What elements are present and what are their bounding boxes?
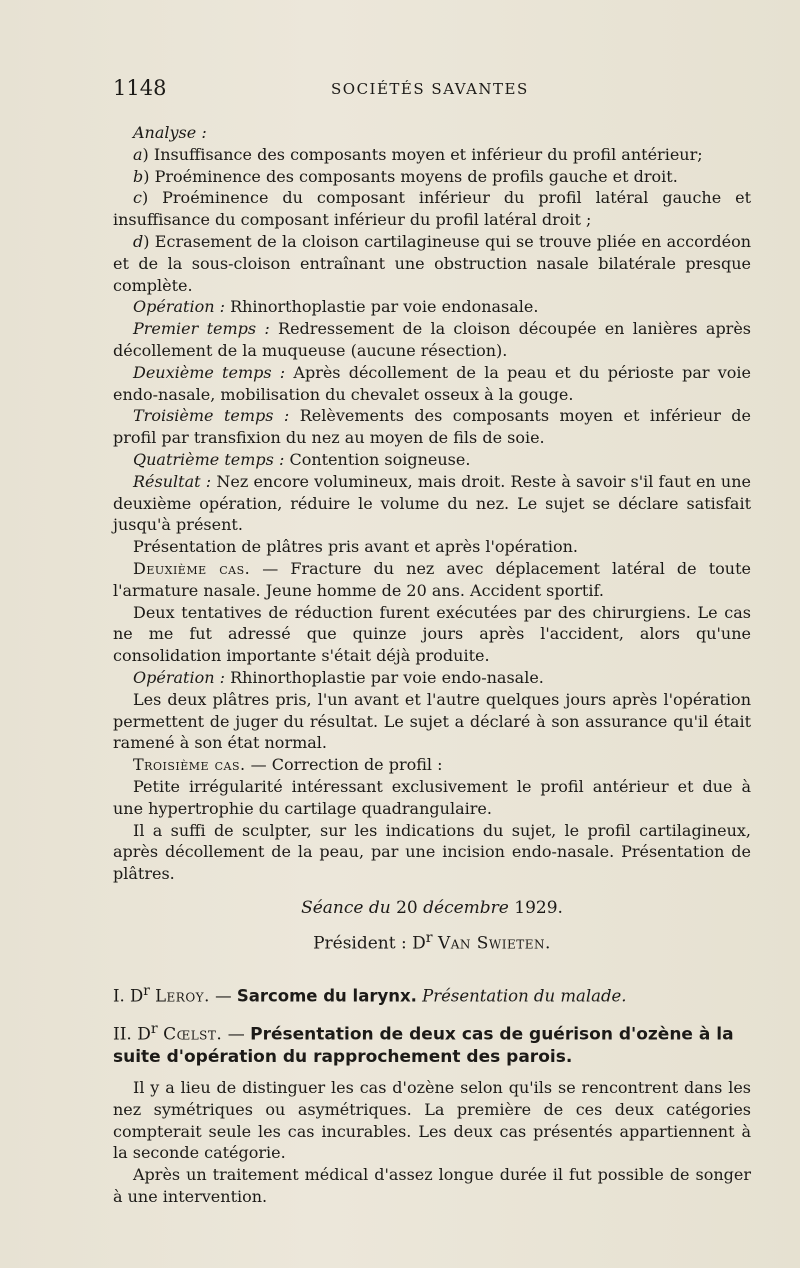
platres-paragraph: Présentation de plâtres pris avant et après l'opération. [133, 537, 578, 557]
troisieme-temps-paragraph: Troisième temps : Relèvements des composants moyen et inférieur de profil par transfixion du nez au moyen de fils de soie. [113, 406, 752, 448]
analyse-item-b: b) Proéminence des composants moyens de profils gauche et droit. [133, 166, 678, 186]
troisieme-cas-text: Petite irrégularité intéressant exclusivement le profil antérieur et due à une hypertrophie du cartilage quadrangulaire. [113, 776, 751, 818]
deuxieme-cas-text: Deux tentatives de réduction furent exécutées par des chirurgiens. Le cas ne me fut adressé que quinze jours après l'accident, alors qu'une consolidation importante s'était déjà produite. [113, 602, 751, 666]
premier-temps-paragraph: Premier temps : Redressement de la cloison découpée en lanières après décollement de la muqueuse (aucune résection). [113, 319, 752, 360]
analyse-item-a: a) Insuffisance des composants moyen et inférieur du profil antérieur; [133, 144, 703, 164]
communication-1: I. $D^r$ Leroy. — Sarcome du larynx. Présentation du malade. [113, 983, 627, 1006]
seance-heading: Séance du 20 décembre 1929. [301, 898, 563, 918]
deuxieme-temps-paragraph: Deuxième temps : Après décollement de la peau et du périoste par voie endo-nasale, mobilisation du chevalet osseux à la gouge. [113, 362, 752, 404]
running-title: SOCIÉTÉS SAVANTES [331, 80, 529, 98]
deuxieme-cas-result: Les deux plâtres pris, l'un avant et l'autre quelques jours après l'opération permettent de juger du résultat. Le sujet a déclaré à son assurance qu'il était ramené à son état normal. [113, 689, 751, 753]
page-header [113, 76, 733, 106]
main-text [113, 122, 751, 885]
communication-2: II. $D^r$ Cœlst. — Présentation de deux cas de guérison d'ozène à la suite d'opération du rapprochement des parois. [113, 1021, 734, 1067]
ozene-paragraph-2: Après un traitement médical d'assez longue durée il fut possible de songer à une intervention. [113, 1165, 751, 1206]
ozene-text [113, 1077, 751, 1208]
analyse-item-c: c) Proéminence du composant inférieur du profil latéral gauche et insuffisance du composant inférieur du profil latéral droit ; [113, 188, 751, 230]
resultat-paragraph: Résultat : Nez encore volumineux, mais droit. Reste à savoir s'il faut en une deuxième opération, réduire le volume du nez. Le sujet se déclare satisfait jusqu'à présent. [113, 471, 752, 535]
operation-paragraph: Opération : Rhinorthoplastie par voie endonasale. [133, 297, 539, 317]
ozene-paragraph-1: Il y a lieu de distinguer les cas d'ozène selon qu'ils se rencontrent dans les nez symétriques ou asymétriques. La première de ces deux catégories compterait seule les cas incurables. Les deux cas présentés appartiennent à la seconde catégorie. [113, 1078, 751, 1163]
deuxieme-cas-paragraph: Deuxième cas. — Fracture du nez avec déplacement latéral de toute l'armature nasale. Jeune homme de 20 ans. Accident sportif. [113, 558, 751, 600]
analyse-title: Analyse : [133, 123, 207, 142]
quatrieme-temps-paragraph: Quatrième temps : Contention soigneuse. [133, 449, 471, 469]
troisieme-cas-paragraph: Troisième cas. — Correction de profil : [133, 755, 443, 775]
analyse-item-d: d) Ecrasement de la cloison cartilagineuse qui se trouve pliée en accordéon et de la sous-cloison entraînant une obstruction nasale bilatérale presque complète. [113, 231, 751, 295]
deuxieme-cas-operation: Opération : Rhinorthoplastie par voie endo-nasale. [133, 667, 544, 687]
troisieme-cas-result: Il a suffi de sculpter, sur les indications du sujet, le profil cartilagineux, après décollement de la peau, par une incision endo-nasale. Présentation de plâtres. [113, 820, 751, 884]
president-line: Président : $D^r$ Van Swieten. [313, 930, 551, 954]
page-number: 1148 [113, 76, 167, 100]
